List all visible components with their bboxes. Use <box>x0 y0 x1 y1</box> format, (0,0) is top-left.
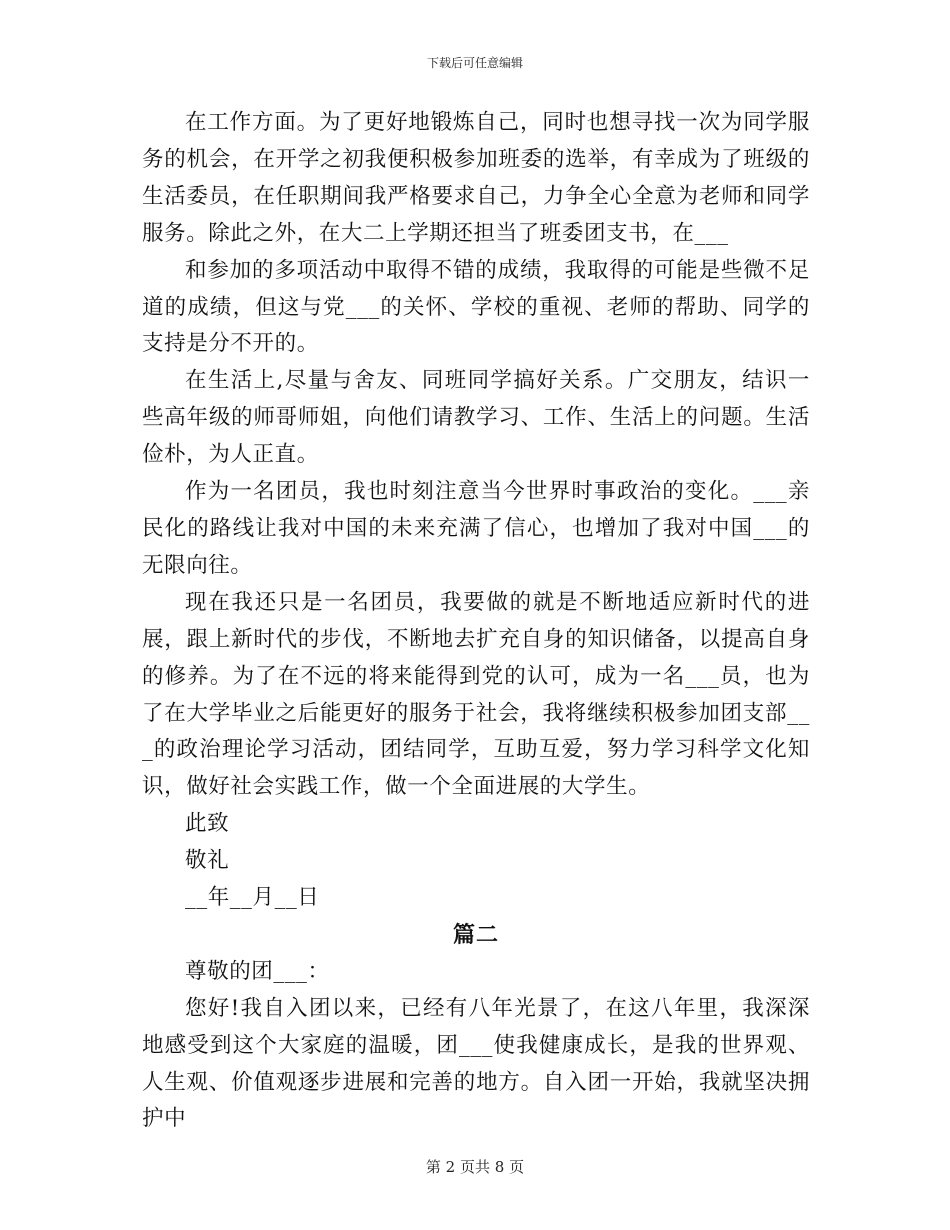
paragraph-life: 在生活上,尽量与舍友、同班同学搞好关系。广交朋友，结识一些高年级的师哥师姐，向他们请教学习、工作、生活上的问题。生活俭朴，为人正直。 <box>142 368 810 468</box>
page-number: 第 2 页共 8 页 <box>425 1158 525 1176</box>
paragraph-politics: 作为一名团员，我也时刻注意当今世界时事政治的变化。___亲民化的路线让我对中国的未来充满了信心，也增加了我对中国___的无限向往。 <box>142 479 810 578</box>
paragraph-future: 现在我还只是一名团员，我要做的就是不断地适应新时代的进展，跟上新时代的步伐，不断地去扩充自身的知识储备，以提高自身的修养。为了在不远的将来能得到党的认可，成为一名___员，也为了在大学毕业之后能更好的服务于社会，我将继续积极参加团支部___的政治理论学习活动，团结同学，互助互爱，努力学习科学文化知识，做好社会实践工作，做一个全面进展的大学生。 <box>142 589 810 800</box>
section-title: 篇二 <box>452 921 499 948</box>
paragraph-achievements: 和参加的多项活动中取得不错的成绩，我取得的可能是些微不足道的成绩，但这与党___的关怀、学校的重视、老师的帮助、同学的支持是分不开的。 <box>142 257 810 357</box>
greeting-line: 尊敬的团___： <box>185 958 330 984</box>
header-note: 下载后可任意编辑 <box>426 56 523 70</box>
paragraph-work: 在工作方面。为了更好地锻炼自己，同时也想寻找一次为同学服务的机会，在开学之初我便积极参加班委的选举，有幸成为了班级的生活委员，在任职期间我严格要求自己，力争全心全意为老师和同学服务。除此之外，在大二上学期还担当了班委团支书，在___ <box>142 110 810 246</box>
closing-line: 此致 <box>185 811 230 837</box>
date-line: __年__月__日 <box>185 885 320 911</box>
salute-line: 敬礼 <box>185 848 230 874</box>
paragraph-intro: 您好!我自入团以来，已经有八年光景了，在这八年里，我深深地感受到这个大家庭的温暖，团___使我健康成长，是我的世界观、人生观、价值观逐步进展和完善的地方。自入团一开始，我就坚决拥护中 <box>142 995 810 1132</box>
document-body <box>142 105 810 1138</box>
